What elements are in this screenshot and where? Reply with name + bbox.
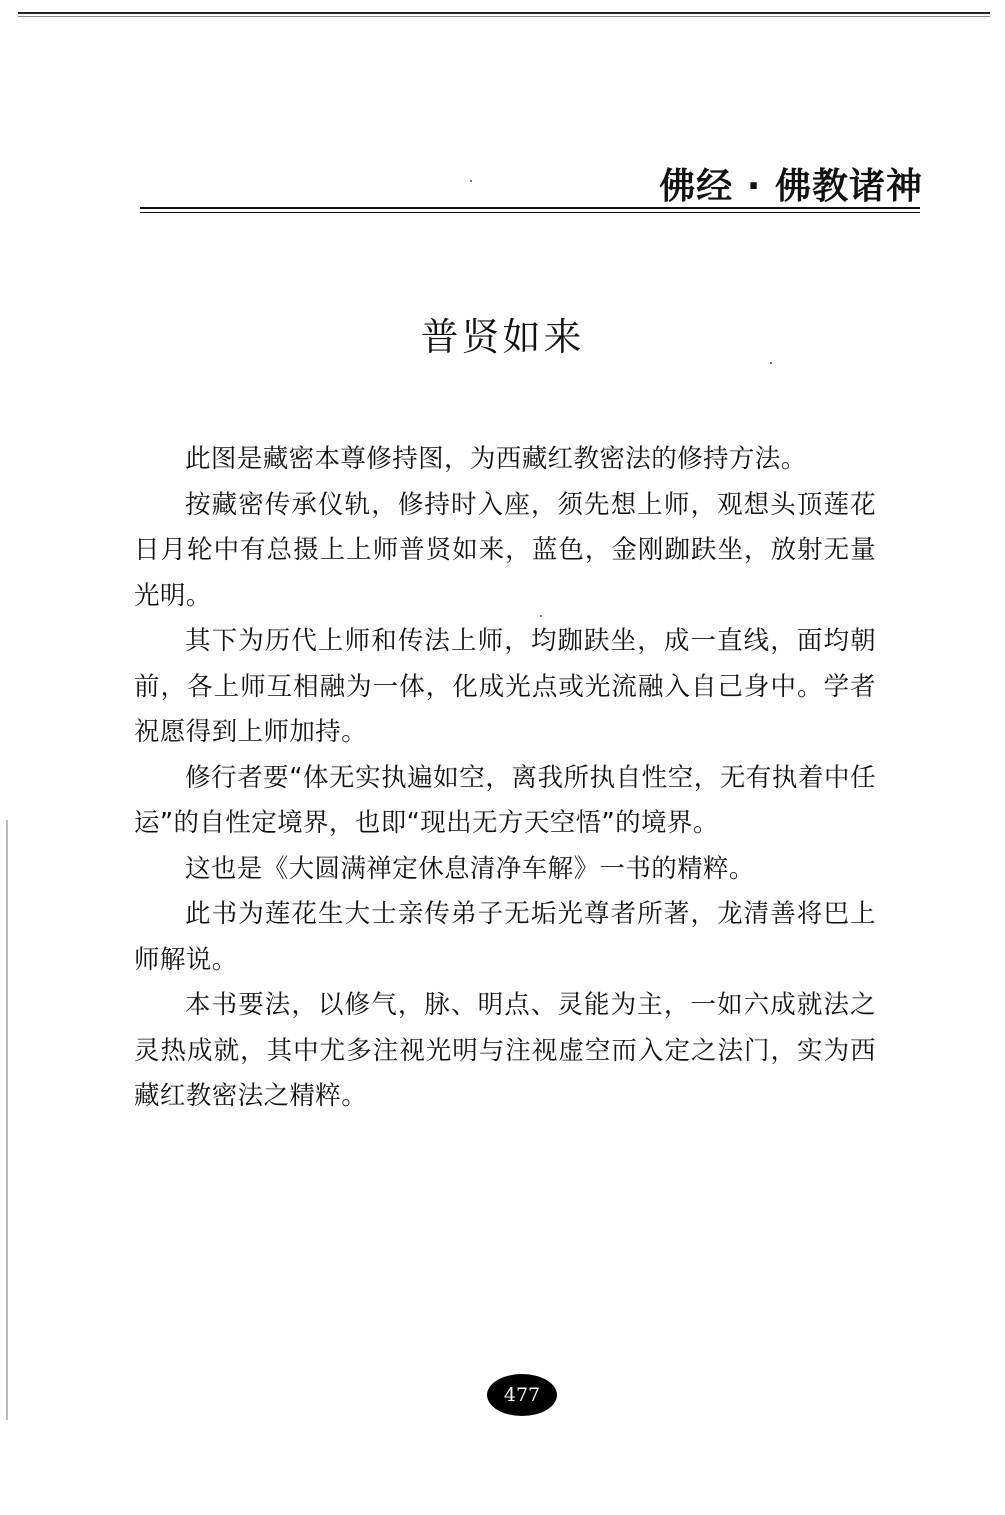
top-border-rule — [18, 12, 990, 14]
paragraph: 本书要法，以修气，脉、明点、灵能为主，一如六成就法之灵热成就，其中尤多注视光明与注视虚空而入定之法门，实为西藏红教密法之精粹。 — [134, 990, 876, 1111]
paragraph: 此图是藏密本尊修持图，为西藏红教密法的修持方法。 — [185, 444, 807, 474]
paragraph: 按藏密传承仪轨，修持时入座，须先想上师，观想头顶莲花日月轮中有总摄上上师普贤如来，蓝色，金刚跏趺坐，放射无量光明。 — [134, 489, 876, 611]
scan-speck — [540, 615, 542, 617]
header-rule-thin — [140, 212, 920, 213]
paragraph: 此书为莲花生大士亲传弟子无垢光尊者所著，龙清善将巴上师解说。 — [134, 899, 876, 975]
scan-speck — [770, 362, 772, 364]
page-edge-shadow — [6, 820, 8, 1420]
header-rule — [140, 207, 920, 209]
running-header-title: 佛经 · 佛教诸神 — [659, 166, 923, 207]
chapter-title: 普贤如来 — [420, 315, 585, 359]
top-border-rule-thin — [18, 16, 990, 17]
paragraph: 其下为历代上师和传法上师，均跏趺坐，成一直线，面均朝前，各上师互相融为一体，化成光点或光流融入自己身中。学者祝愿得到上师加持。 — [134, 626, 876, 747]
paragraph: 这也是《大圆满禅定休息清净车解》一书的精粹。 — [185, 853, 755, 884]
paragraph: 修行者要“体无实执遍如空，离我所执自性空，无有执着中任运”的自性定境界，也即“现出无方天空悟”的境界。 — [134, 762, 876, 838]
scan-speck — [470, 180, 472, 182]
page-number: 477 — [487, 1374, 557, 1416]
body-text — [134, 437, 876, 1120]
